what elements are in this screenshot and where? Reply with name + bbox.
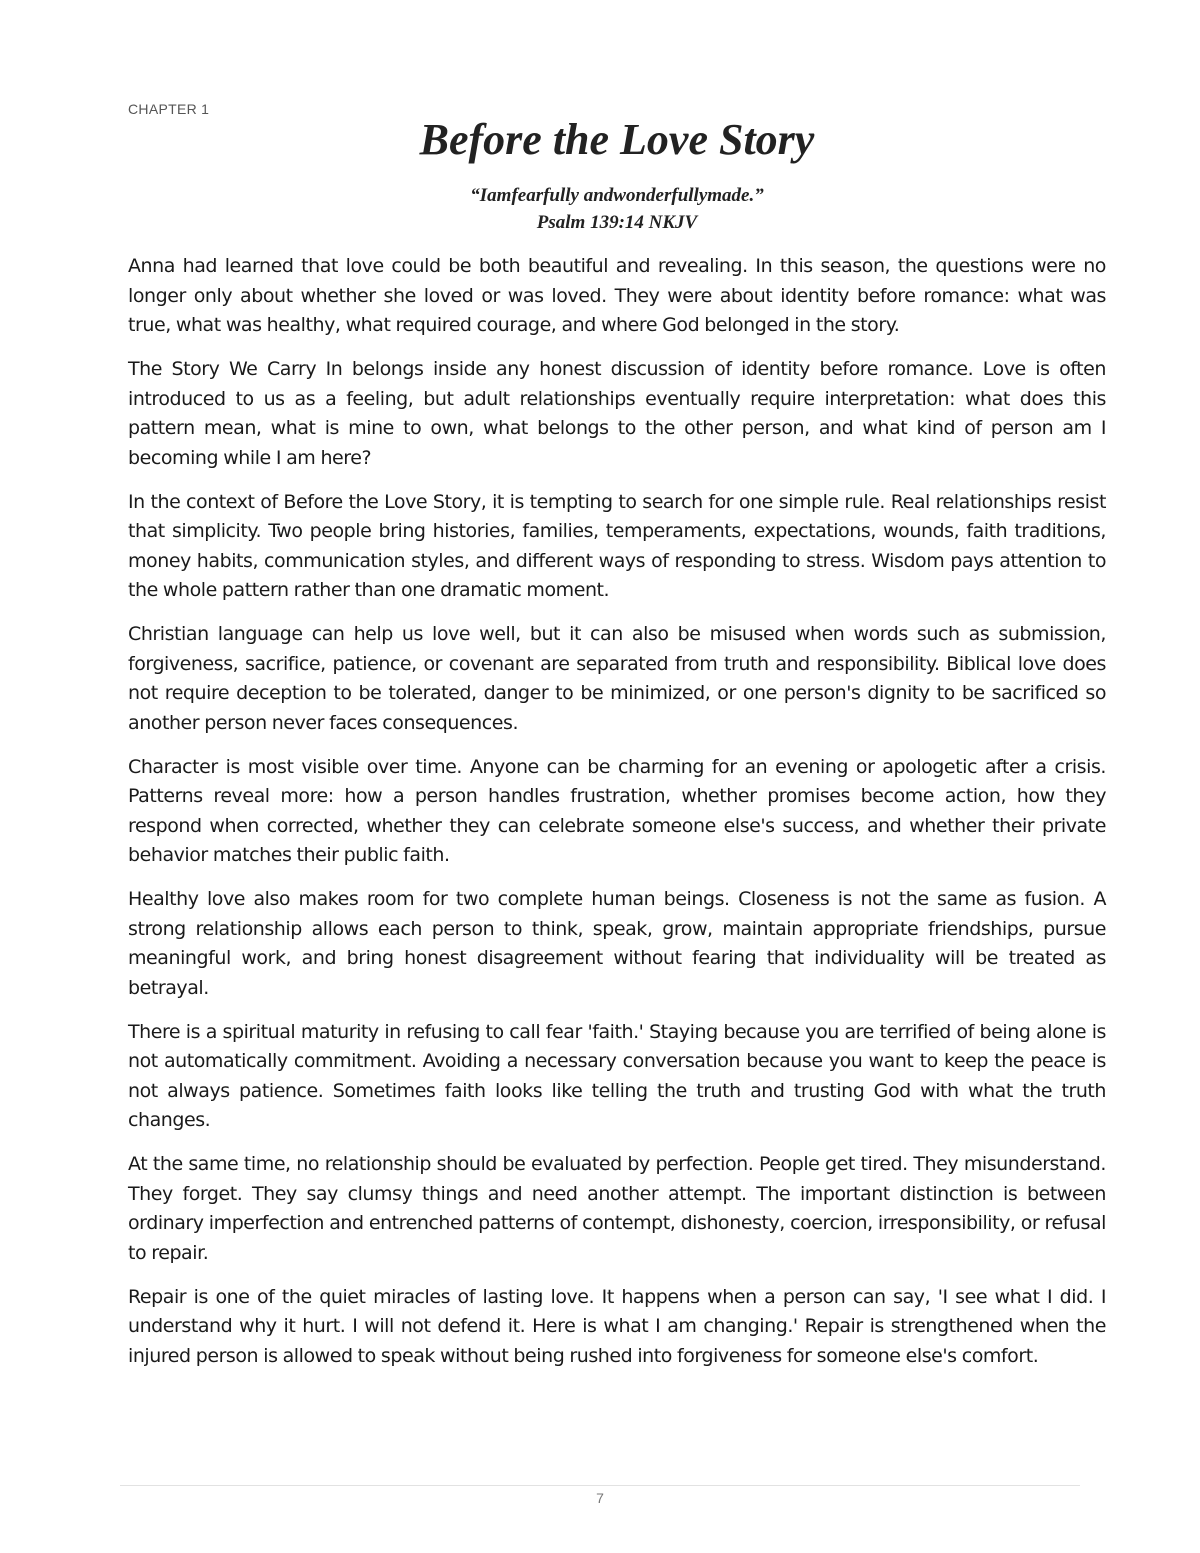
body-paragraph: Healthy love also makes room for two complete human beings. Closeness is not the same as fusion. A strong relationship allows each person to think, speak, grow, maintain appropriate friendships, pursue meaningful work, and bring honest disagreement without fearing that individuality will be treated as betrayal. bbox=[128, 888, 1106, 999]
epigraph-quote: “Iamfearfully andwonderfullymade.” bbox=[470, 185, 764, 206]
body-paragraph: At the same time, no relationship should be evaluated by perfection. People get tired. They misunderstand. They forget. They say clumsy things and need another attempt. The important distinction is between ordinary imperfection and entrenched patterns of contempt, dishonesty, coercion, irresponsibility, or refusal to repair. bbox=[128, 1153, 1106, 1264]
body-paragraph: The Story We Carry In belongs inside any honest discussion of identity before romance. Love is often introduced to us as a feeling, but adult relationships eventually require interpretation: what does this pattern mean, what is mine to own, what belongs to the other person, and what kind of person am I becoming while I am here? bbox=[128, 358, 1106, 469]
body-paragraph: Anna had learned that love could be both beautiful and revealing. In this season, the questions were no longer only about whether she loved or was loved. They were about identity before romance: what was true, what was healthy, what required courage, and where God belonged in the story. bbox=[128, 255, 1106, 336]
page-content bbox=[128, 100, 1106, 1386]
footer-divider bbox=[120, 1485, 1080, 1486]
chapter-title: Before the Love Story bbox=[419, 115, 815, 164]
page-number: 7 bbox=[596, 1490, 604, 1506]
body-paragraph: Character is most visible over time. Anyone can be charming for an evening or apologetic after a crisis. Patterns reveal more: how a person handles frustration, whether promises become action, how they respond when corrected, whether they can celebrate someone else's success, and whether their private behavior matches their public faith. bbox=[128, 755, 1106, 866]
chapter-label: CHAPTER 1 bbox=[128, 101, 210, 117]
epigraph-reference: Psalm 139:14 NKJV bbox=[536, 212, 698, 233]
body-paragraph: There is a spiritual maturity in refusing to call fear 'faith.' Staying because you are terrified of being alone is not automatically commitment. Avoiding a necessary conversation because you want to keep the peace is not always patience. Sometimes faith looks like telling the truth and trusting God with what the truth changes. bbox=[128, 1020, 1106, 1131]
body-paragraph: Repair is one of the quiet miracles of lasting love. It happens when a person can say, 'I see what I did. I understand why it hurt. I will not defend it. Here is what I am changing.' Repair is strengthened when the injured person is allowed to speak without being rushed into forgiveness for someone else's comfort. bbox=[128, 1285, 1106, 1367]
body-paragraph: Christian language can help us love well, but it can also be misused when words such as submission, forgiveness, sacrifice, patience, or covenant are separated from truth and responsibility. Biblical love does not require deception to be tolerated, danger to be minimized, or one person's dignity to be sacrificed so another person never faces consequences. bbox=[128, 623, 1106, 734]
epigraph bbox=[128, 182, 1106, 236]
body-paragraph: In the context of Before the Love Story, it is tempting to search for one simple rule. Real relationships resist that simplicity. Two people bring histories, families, temperaments, expectations, wounds, faith traditions, money habits, communication styles, and different ways of responding to stress. Wisdom pays attention to the whole pattern rather than one dramatic moment. bbox=[128, 490, 1106, 601]
